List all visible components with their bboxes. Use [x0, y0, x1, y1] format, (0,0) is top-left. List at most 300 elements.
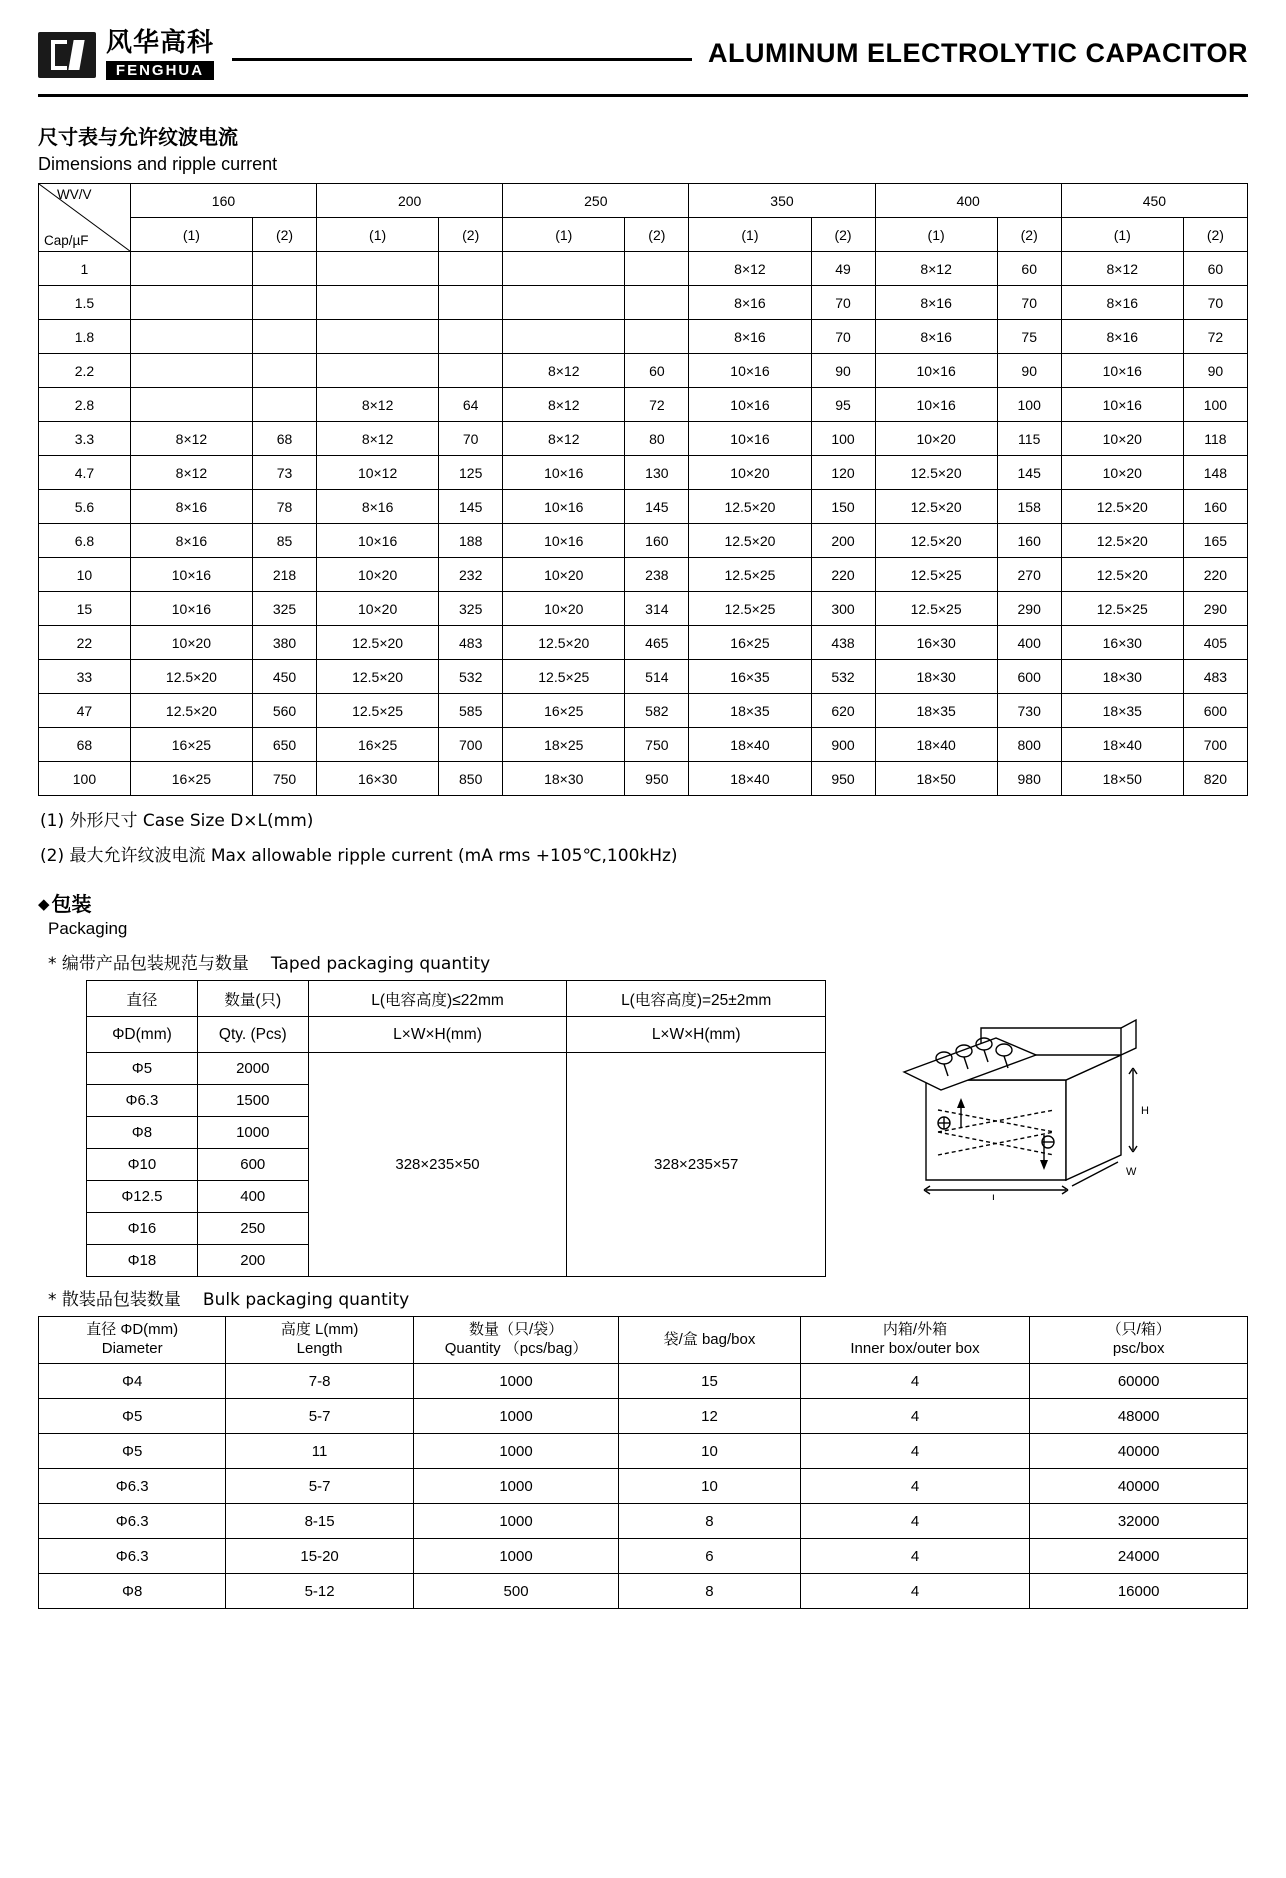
- ripple-current-cell: 270: [997, 558, 1061, 592]
- ripple-current-cell: 49: [811, 252, 875, 286]
- ripple-current-cell: 980: [997, 762, 1061, 796]
- bulk-inner-outer-box: 4: [800, 1364, 1030, 1399]
- subheader-450-1: (1): [1061, 218, 1183, 252]
- case-size-cell: [130, 388, 252, 422]
- bulk-pcs-per-box: 40000: [1030, 1469, 1248, 1504]
- taped-subtitle-cn: * 编带产品包装规范与数量: [48, 954, 249, 974]
- bulk-quantity: 500: [413, 1574, 619, 1609]
- case-size-cell: 8×16: [1061, 320, 1183, 354]
- bulk-bags-per-box: 10: [619, 1434, 800, 1469]
- case-size-cell: 12.5×20: [503, 626, 625, 660]
- table-row: [39, 626, 1248, 660]
- bulk-length: 8-15: [226, 1504, 413, 1539]
- ripple-current-cell: 400: [997, 626, 1061, 660]
- fenghua-logo-icon: [38, 32, 96, 78]
- ripple-current-cell: [439, 354, 503, 388]
- table-row: [39, 456, 1248, 490]
- bulk-pcs-per-box: 60000: [1030, 1364, 1248, 1399]
- capacitance-value: 1.8: [39, 320, 131, 354]
- table-row: [39, 1469, 1248, 1504]
- ripple-current-cell: 85: [252, 524, 316, 558]
- ripple-current-cell: 465: [625, 626, 689, 660]
- box-diagram-icon: [886, 1010, 1176, 1200]
- case-size-cell: 16×25: [130, 728, 252, 762]
- ripple-current-cell: 220: [1183, 558, 1247, 592]
- ripple-current-cell: 325: [252, 592, 316, 626]
- case-size-cell: 18×40: [689, 762, 811, 796]
- ripple-current-cell: 232: [439, 558, 503, 592]
- capacitance-value: 10: [39, 558, 131, 592]
- case-size-cell: 12.5×25: [689, 592, 811, 626]
- voltage-header-160: 160: [130, 184, 316, 218]
- ripple-current-cell: 483: [439, 626, 503, 660]
- ripple-current-cell: 438: [811, 626, 875, 660]
- case-size-cell: 8×12: [130, 456, 252, 490]
- taped-header-col3-top: L(电容高度)≤22mm: [308, 981, 567, 1017]
- case-size-cell: 18×35: [689, 694, 811, 728]
- case-size-cell: 8×16: [130, 524, 252, 558]
- table-row: [39, 1399, 1248, 1434]
- bulk-diameter: Φ6.3: [39, 1539, 226, 1574]
- ripple-current-cell: 95: [811, 388, 875, 422]
- ripple-current-cell: 560: [252, 694, 316, 728]
- bulk-inner-outer-box: 4: [800, 1504, 1030, 1539]
- case-size-cell: 18×25: [503, 728, 625, 762]
- ripple-current-cell: 532: [811, 660, 875, 694]
- bulk-inner-outer-box: 4: [800, 1574, 1030, 1609]
- case-size-cell: 10×20: [317, 558, 439, 592]
- packaging-box-illustration: [886, 1010, 1176, 1205]
- ripple-current-cell: 750: [625, 728, 689, 762]
- table-row: [39, 728, 1248, 762]
- case-size-cell: 8×12: [1061, 252, 1183, 286]
- table-row: [39, 762, 1248, 796]
- ripple-current-cell: 950: [811, 762, 875, 796]
- case-size-cell: 16×25: [130, 762, 252, 796]
- taped-dia-2: Φ8: [87, 1117, 198, 1149]
- ripple-current-cell: 60: [625, 354, 689, 388]
- ripple-current-cell: 220: [811, 558, 875, 592]
- taped-header-diameter-en: ΦD(mm): [87, 1017, 198, 1053]
- ripple-current-cell: 145: [997, 456, 1061, 490]
- ripple-current-cell: [625, 252, 689, 286]
- capacitance-value: 22: [39, 626, 131, 660]
- ripple-current-cell: 532: [439, 660, 503, 694]
- case-size-cell: 8×16: [1061, 286, 1183, 320]
- ripple-current-cell: 750: [252, 762, 316, 796]
- subheader-160-2: (2): [252, 218, 316, 252]
- ripple-current-cell: 90: [1183, 354, 1247, 388]
- taped-qty-5: 250: [197, 1213, 308, 1245]
- case-size-cell: 16×25: [503, 694, 625, 728]
- taped-qty-1: 1500: [197, 1085, 308, 1117]
- ripple-current-cell: 150: [811, 490, 875, 524]
- table-row: [39, 490, 1248, 524]
- case-size-cell: 18×50: [875, 762, 997, 796]
- bulk-diameter: Φ5: [39, 1399, 226, 1434]
- ripple-current-cell: 850: [439, 762, 503, 796]
- ripple-current-cell: 118: [1183, 422, 1247, 456]
- ripple-current-cell: 160: [1183, 490, 1247, 524]
- table-row: [39, 320, 1248, 354]
- ripple-current-cell: 700: [439, 728, 503, 762]
- bulk-header-0: 直径 ΦD(mm) Diameter: [39, 1317, 226, 1364]
- taped-dia-3: Φ10: [87, 1149, 198, 1181]
- table-row: [39, 286, 1248, 320]
- ripple-current-cell: 380: [252, 626, 316, 660]
- case-size-cell: [503, 252, 625, 286]
- taped-header-col4-sub: L×W×H(mm): [567, 1017, 826, 1053]
- ripple-current-cell: 100: [1183, 388, 1247, 422]
- taped-dia-0: Φ5: [87, 1053, 198, 1085]
- ripple-current-cell: 100: [811, 422, 875, 456]
- case-size-cell: 12.5×25: [689, 558, 811, 592]
- taped-header-qty-en: Qty. (Pcs): [197, 1017, 308, 1053]
- bulk-pcs-per-box: 48000: [1030, 1399, 1248, 1434]
- ripple-current-cell: 188: [439, 524, 503, 558]
- ripple-current-cell: 950: [625, 762, 689, 796]
- ripple-current-cell: [252, 354, 316, 388]
- case-size-cell: 8×12: [317, 422, 439, 456]
- ripple-current-cell: 130: [625, 456, 689, 490]
- taped-qty-4: 400: [197, 1181, 308, 1213]
- ripple-current-cell: [439, 286, 503, 320]
- case-size-cell: 12.5×20: [317, 626, 439, 660]
- capacitance-value: 3.3: [39, 422, 131, 456]
- case-size-cell: [317, 286, 439, 320]
- box-label-h: H: [1141, 1105, 1149, 1117]
- case-size-cell: 12.5×20: [875, 524, 997, 558]
- table-row: [39, 1434, 1248, 1469]
- bulk-inner-outer-box: 4: [800, 1399, 1030, 1434]
- note-ripple-current: (2) 最大允许纹波电流 Max allowable ripple current (mA rms +105℃,100kHz): [40, 846, 678, 866]
- ripple-current-cell: 158: [997, 490, 1061, 524]
- case-size-cell: 18×40: [875, 728, 997, 762]
- case-size-cell: 12.5×25: [875, 592, 997, 626]
- table-row: [39, 1364, 1248, 1399]
- table-row: [39, 1539, 1248, 1574]
- taped-qty-6: 200: [197, 1245, 308, 1277]
- bulk-quantity: 1000: [413, 1539, 619, 1574]
- case-size-cell: 18×35: [1061, 694, 1183, 728]
- bulk-length: 5-7: [226, 1399, 413, 1434]
- case-size-cell: 12.5×25: [503, 660, 625, 694]
- subheader-400-2: (2): [997, 218, 1061, 252]
- case-size-cell: 10×20: [875, 422, 997, 456]
- case-size-cell: 12.5×25: [875, 558, 997, 592]
- ripple-current-cell: 64: [439, 388, 503, 422]
- case-size-cell: 16×30: [317, 762, 439, 796]
- case-size-cell: [130, 252, 252, 286]
- case-size-cell: 10×16: [503, 456, 625, 490]
- ripple-current-cell: 165: [1183, 524, 1247, 558]
- bulk-header-3: 袋/盒 bag/box: [619, 1317, 800, 1364]
- bulk-diameter: Φ5: [39, 1434, 226, 1469]
- case-size-cell: 10×16: [689, 422, 811, 456]
- capacitance-value: 1.5: [39, 286, 131, 320]
- ripple-current-cell: 325: [439, 592, 503, 626]
- ripple-current-cell: 290: [1183, 592, 1247, 626]
- ripple-current-cell: 148: [1183, 456, 1247, 490]
- ripple-current-cell: 620: [811, 694, 875, 728]
- ripple-current-cell: 75: [997, 320, 1061, 354]
- subheader-350-2: (2): [811, 218, 875, 252]
- ripple-current-cell: [252, 320, 316, 354]
- subheader-400-1: (1): [875, 218, 997, 252]
- ripple-current-cell: 820: [1183, 762, 1247, 796]
- bulk-quantity: 1000: [413, 1504, 619, 1539]
- ripple-current-cell: 585: [439, 694, 503, 728]
- capacitance-value: 4.7: [39, 456, 131, 490]
- taped-header-col4-top: L(电容高度)=25±2mm: [567, 981, 826, 1017]
- ripple-current-cell: 700: [1183, 728, 1247, 762]
- ripple-current-cell: 60: [1183, 252, 1247, 286]
- bulk-pcs-per-box: 16000: [1030, 1574, 1248, 1609]
- bulk-length: 11: [226, 1434, 413, 1469]
- ripple-current-cell: 405: [1183, 626, 1247, 660]
- ripple-current-cell: [252, 252, 316, 286]
- voltage-header-400: 400: [875, 184, 1061, 218]
- taped-dia-4: Φ12.5: [87, 1181, 198, 1213]
- case-size-cell: 10×16: [130, 592, 252, 626]
- case-size-cell: [503, 286, 625, 320]
- taped-subtitle-en: Taped packaging quantity: [270, 954, 491, 974]
- case-size-cell: 16×25: [317, 728, 439, 762]
- bulk-length: 15-20: [226, 1539, 413, 1574]
- subheader-160-1: (1): [130, 218, 252, 252]
- bulk-inner-outer-box: 4: [800, 1434, 1030, 1469]
- subheader-200-1: (1): [317, 218, 439, 252]
- ripple-current-cell: 78: [252, 490, 316, 524]
- case-size-cell: 10×20: [503, 592, 625, 626]
- taped-packaging-subtitle: [48, 949, 1248, 974]
- bulk-bags-per-box: 6: [619, 1539, 800, 1574]
- bulk-bags-per-box: 8: [619, 1504, 800, 1539]
- capacitance-value: 2.8: [39, 388, 131, 422]
- case-size-cell: [503, 320, 625, 354]
- case-size-cell: 10×20: [130, 626, 252, 660]
- ripple-current-cell: 68: [252, 422, 316, 456]
- ripple-current-cell: 800: [997, 728, 1061, 762]
- bulk-bags-per-box: 10: [619, 1469, 800, 1504]
- bulk-inner-outer-box: 4: [800, 1539, 1030, 1574]
- bulk-quantity: 1000: [413, 1469, 619, 1504]
- bulk-packaging-table: [38, 1316, 1248, 1609]
- case-size-cell: 8×16: [317, 490, 439, 524]
- bulk-quantity: 1000: [413, 1399, 619, 1434]
- bulk-length: 5-7: [226, 1469, 413, 1504]
- logo-chinese-name: 风华高科: [106, 28, 215, 58]
- capacitance-value: 2.2: [39, 354, 131, 388]
- corner-label-voltage: WV/V: [57, 187, 92, 202]
- table-row: [39, 524, 1248, 558]
- capacitance-value: 15: [39, 592, 131, 626]
- case-size-cell: 8×12: [130, 422, 252, 456]
- case-size-cell: 16×35: [689, 660, 811, 694]
- capacitance-value: 47: [39, 694, 131, 728]
- case-size-cell: 10×16: [875, 388, 997, 422]
- case-size-cell: 12.5×20: [689, 490, 811, 524]
- bulk-header-2: 数量（只/袋） Quantity （pcs/bag）: [413, 1317, 619, 1364]
- ripple-current-cell: 70: [997, 286, 1061, 320]
- case-size-cell: 10×20: [1061, 422, 1183, 456]
- case-size-cell: 12.5×20: [875, 456, 997, 490]
- dimensions-ripple-table: [38, 183, 1248, 796]
- bulk-length: 5-12: [226, 1574, 413, 1609]
- ripple-current-cell: 450: [252, 660, 316, 694]
- case-size-cell: 18×30: [1061, 660, 1183, 694]
- bulk-subtitle-cn: * 散装品包装数量: [48, 1290, 181, 1310]
- voltage-header-200: 200: [317, 184, 503, 218]
- ripple-current-cell: 70: [811, 286, 875, 320]
- ripple-current-cell: 582: [625, 694, 689, 728]
- capacitance-value: 100: [39, 762, 131, 796]
- taped-header-col3-sub: L×W×H(mm): [308, 1017, 567, 1053]
- case-size-cell: 10×16: [503, 524, 625, 558]
- ripple-current-cell: 900: [811, 728, 875, 762]
- bulk-inner-outer-box: 4: [800, 1469, 1030, 1504]
- ripple-current-cell: 120: [811, 456, 875, 490]
- case-size-cell: 18×40: [1061, 728, 1183, 762]
- table-row: [39, 558, 1248, 592]
- case-size-cell: 10×16: [689, 354, 811, 388]
- section-title-chinese: 尺寸表与允许纹波电流: [38, 125, 238, 149]
- case-size-cell: [317, 320, 439, 354]
- case-size-cell: 12.5×20: [1061, 524, 1183, 558]
- bulk-header-5: （只/箱） psc/box: [1030, 1317, 1248, 1364]
- subheader-200-2: (2): [439, 218, 503, 252]
- case-size-cell: 12.5×20: [875, 490, 997, 524]
- taped-size-small: 328×235×50: [308, 1053, 567, 1277]
- case-size-cell: 10×20: [1061, 456, 1183, 490]
- taped-packaging-table: [86, 980, 826, 1277]
- ripple-current-cell: 90: [997, 354, 1061, 388]
- taped-dia-5: Φ16: [87, 1213, 198, 1245]
- subheader-250-2: (2): [625, 218, 689, 252]
- ripple-current-cell: [439, 320, 503, 354]
- logo-english-name: FENGHUA: [106, 61, 214, 80]
- ripple-current-cell: 115: [997, 422, 1061, 456]
- case-size-cell: 8×12: [689, 252, 811, 286]
- case-size-cell: [130, 286, 252, 320]
- page-header: [0, 0, 1286, 92]
- diamond-bullet-icon: ◆: [38, 895, 50, 913]
- ripple-current-cell: 300: [811, 592, 875, 626]
- ripple-current-cell: 314: [625, 592, 689, 626]
- bulk-packaging-subtitle: [48, 1285, 1248, 1310]
- subheader-450-2: (2): [1183, 218, 1247, 252]
- ripple-current-cell: 600: [997, 660, 1061, 694]
- bulk-diameter: Φ4: [39, 1364, 226, 1399]
- ripple-current-cell: 70: [811, 320, 875, 354]
- ripple-current-cell: 70: [1183, 286, 1247, 320]
- case-size-cell: 10×20: [317, 592, 439, 626]
- case-size-cell: 10×16: [689, 388, 811, 422]
- ripple-current-cell: 73: [252, 456, 316, 490]
- taped-qty-3: 600: [197, 1149, 308, 1181]
- case-size-cell: [130, 354, 252, 388]
- subheader-250-1: (1): [503, 218, 625, 252]
- corner-label-capacitance: Cap/µF: [44, 233, 89, 248]
- taped-size-large: 328×235×57: [567, 1053, 826, 1277]
- ripple-current-cell: 514: [625, 660, 689, 694]
- bulk-subtitle-en: Bulk packaging quantity: [202, 1290, 410, 1310]
- bulk-diameter: Φ6.3: [39, 1469, 226, 1504]
- taped-qty-2: 1000: [197, 1117, 308, 1149]
- case-size-cell: 18×30: [875, 660, 997, 694]
- ripple-current-cell: 238: [625, 558, 689, 592]
- ripple-current-cell: 145: [625, 490, 689, 524]
- case-size-cell: 10×16: [317, 524, 439, 558]
- case-size-cell: 10×16: [130, 558, 252, 592]
- ripple-current-cell: 72: [1183, 320, 1247, 354]
- table-corner-header: [39, 184, 131, 252]
- ripple-current-cell: 70: [439, 422, 503, 456]
- case-size-cell: 8×12: [503, 388, 625, 422]
- packaging-heading-chinese: ◆ 包装: [38, 892, 92, 916]
- bulk-quantity: 1000: [413, 1434, 619, 1469]
- case-size-cell: 12.5×20: [1061, 558, 1183, 592]
- logo-text: [106, 30, 214, 80]
- taped-dia-6: Φ18: [87, 1245, 198, 1277]
- case-size-cell: 12.5×20: [130, 694, 252, 728]
- case-size-cell: 18×35: [875, 694, 997, 728]
- ripple-current-cell: 218: [252, 558, 316, 592]
- taped-qty-0: 2000: [197, 1053, 308, 1085]
- table-row: [39, 660, 1248, 694]
- case-size-cell: 8×16: [689, 286, 811, 320]
- table-row: [39, 1574, 1248, 1609]
- table-row: [39, 422, 1248, 456]
- case-size-cell: 18×30: [503, 762, 625, 796]
- ripple-current-cell: 483: [1183, 660, 1247, 694]
- table-row: [39, 1504, 1248, 1539]
- taped-dia-1: Φ6.3: [87, 1085, 198, 1117]
- voltage-header-450: 450: [1061, 184, 1247, 218]
- ripple-current-cell: [439, 252, 503, 286]
- table-row: [39, 388, 1248, 422]
- ripple-current-cell: 600: [1183, 694, 1247, 728]
- subheader-350-1: (1): [689, 218, 811, 252]
- case-size-cell: 16×30: [875, 626, 997, 660]
- page-title: ALUMINUM ELECTROLYTIC CAPACITOR: [708, 37, 1248, 68]
- table-row: [39, 694, 1248, 728]
- box-label-l: L: [992, 1193, 999, 1200]
- bulk-pcs-per-box: 32000: [1030, 1504, 1248, 1539]
- ripple-current-cell: 160: [997, 524, 1061, 558]
- header-bottom-rule: [38, 94, 1248, 97]
- taped-header-diameter-cn: 直径: [87, 981, 198, 1017]
- ripple-current-cell: 160: [625, 524, 689, 558]
- note-case-size: (1) 外形尺寸 Case Size D×L(mm): [40, 811, 314, 831]
- case-size-cell: [130, 320, 252, 354]
- section-title-english: Dimensions and ripple current: [38, 154, 278, 174]
- table-row: [39, 592, 1248, 626]
- case-size-cell: 16×25: [689, 626, 811, 660]
- case-size-cell: [317, 354, 439, 388]
- ripple-current-cell: 60: [997, 252, 1061, 286]
- case-size-cell: 8×12: [317, 388, 439, 422]
- ripple-current-cell: 80: [625, 422, 689, 456]
- ripple-current-cell: 145: [439, 490, 503, 524]
- case-size-cell: 8×16: [875, 286, 997, 320]
- bulk-length: 7-8: [226, 1364, 413, 1399]
- ripple-current-cell: 650: [252, 728, 316, 762]
- case-size-cell: 10×20: [689, 456, 811, 490]
- case-size-cell: 18×40: [689, 728, 811, 762]
- table-row: [39, 252, 1248, 286]
- ripple-current-cell: [252, 388, 316, 422]
